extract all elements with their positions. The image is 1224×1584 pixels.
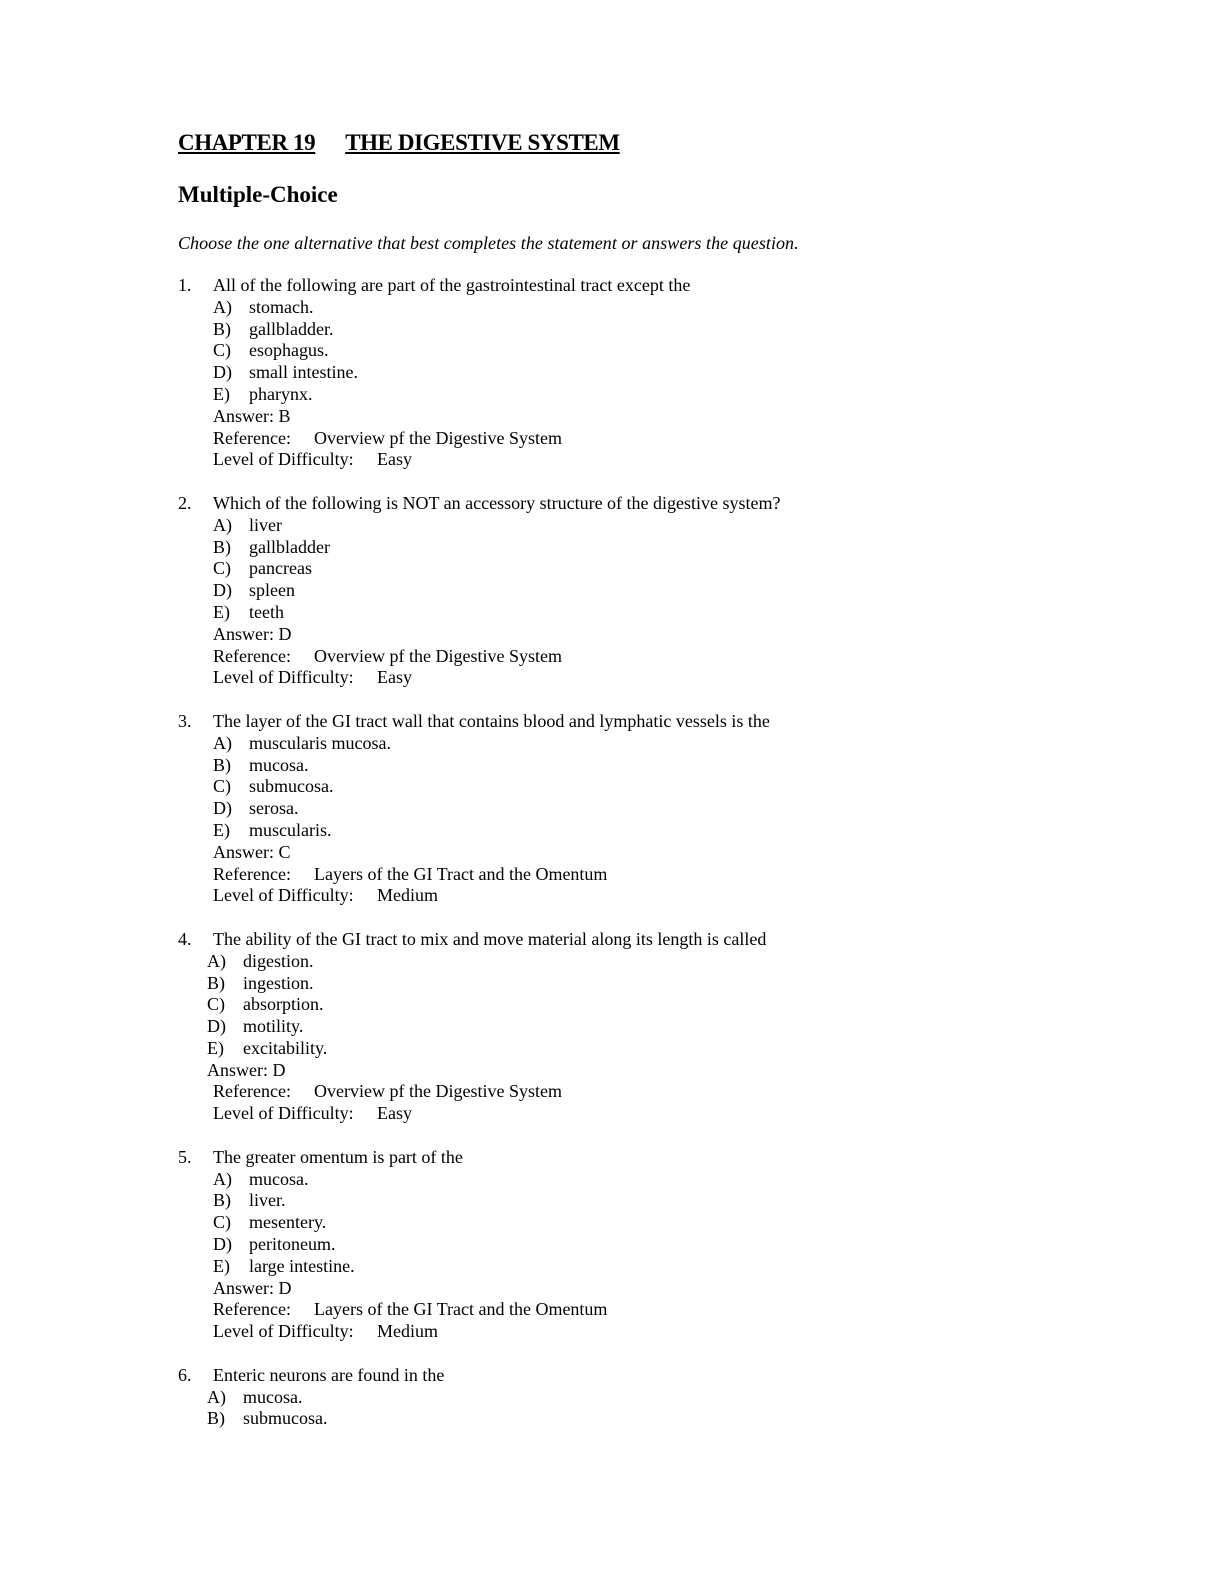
answer: Answer: D bbox=[207, 1059, 286, 1080]
option-b: B) gallbladder bbox=[213, 536, 330, 557]
option-b: B) gallbladder. bbox=[213, 318, 334, 339]
answer: Answer: D bbox=[213, 1277, 292, 1298]
difficulty-value: Medium bbox=[377, 1321, 438, 1342]
difficulty-value: Easy bbox=[377, 667, 412, 688]
reference-value: Overview pf the Digestive System bbox=[314, 1081, 562, 1102]
question-text: The greater omentum is part of the bbox=[213, 1146, 463, 1167]
option-e: E) large intestine. bbox=[213, 1255, 355, 1276]
question-number: 3. bbox=[178, 710, 192, 731]
answer-value: D bbox=[278, 623, 292, 644]
difficulty: Level of Difficulty: Medium bbox=[213, 885, 438, 906]
difficulty-value: Easy bbox=[377, 1103, 412, 1124]
question-number: 4. bbox=[178, 928, 192, 949]
difficulty: Level of Difficulty: Medium bbox=[213, 1321, 438, 1342]
answer-value: C bbox=[278, 841, 291, 862]
reference: Reference: Overview pf the Digestive System bbox=[213, 427, 562, 448]
option-d: D) peritoneum. bbox=[213, 1234, 336, 1255]
reference: Reference: Overview pf the Digestive System bbox=[213, 645, 562, 666]
option-a: A) mucosa. bbox=[213, 1168, 309, 1189]
answer: Answer: C bbox=[213, 841, 291, 862]
answer: Answer: D bbox=[213, 623, 292, 644]
difficulty: Level of Difficulty: Easy bbox=[213, 1103, 412, 1124]
question-number: 2. bbox=[178, 492, 192, 513]
chapter-name: THE DIGESTIVE SYSTEM bbox=[345, 130, 620, 155]
question-list bbox=[178, 275, 1078, 1452]
question-text: Enteric neurons are found in the bbox=[213, 1364, 445, 1385]
question-5 bbox=[178, 1147, 1078, 1343]
question-1 bbox=[178, 275, 1078, 471]
reference: Reference: Layers of the GI Tract and the Omentum bbox=[213, 1299, 608, 1320]
question-text: All of the following are part of the gastrointestinal tract except the bbox=[213, 275, 691, 295]
option-c: C) pancreas bbox=[213, 558, 312, 579]
question-text: The ability of the GI tract to mix and move material along its length is called bbox=[213, 928, 767, 949]
instructions: Choose the one alternative that best completes the statement or answers the question. bbox=[178, 233, 799, 253]
option-d: D) spleen bbox=[213, 580, 295, 601]
option-e: E) excitability. bbox=[207, 1037, 328, 1058]
option-a: A) digestion. bbox=[207, 950, 314, 971]
option-a: A) liver bbox=[213, 514, 282, 535]
answer-value: B bbox=[278, 405, 291, 426]
question-text: The layer of the GI tract wall that contains blood and lymphatic vessels is the bbox=[213, 710, 770, 731]
reference-value: Overview pf the Digestive System bbox=[314, 645, 562, 666]
difficulty: Level of Difficulty: Easy bbox=[213, 667, 412, 688]
reference: Reference: Overview pf the Digestive System bbox=[213, 1081, 562, 1102]
question-3 bbox=[178, 711, 1078, 907]
difficulty-value: Medium bbox=[377, 885, 438, 906]
answer-value: D bbox=[272, 1059, 286, 1080]
option-b: B) liver. bbox=[213, 1190, 286, 1211]
question-number: 1. bbox=[178, 275, 192, 295]
option-e: E) muscularis. bbox=[213, 819, 332, 840]
option-b: B) ingestion. bbox=[207, 972, 314, 993]
option-d: D) serosa. bbox=[213, 798, 299, 819]
reference: Reference: Layers of the GI Tract and the Omentum bbox=[213, 863, 608, 884]
chapter-title bbox=[178, 128, 620, 158]
question-text: Which of the following is NOT an accessory structure of the digestive system? bbox=[213, 492, 781, 513]
reference-value: Layers of the GI Tract and the Omentum bbox=[314, 1299, 608, 1320]
option-d: D) motility. bbox=[207, 1016, 304, 1037]
answer-value: D bbox=[278, 1277, 292, 1298]
chapter-number: CHAPTER 19 bbox=[178, 130, 316, 155]
option-c: C) submucosa. bbox=[213, 776, 334, 797]
option-b: B) submucosa. bbox=[207, 1408, 328, 1429]
option-b: B) mucosa. bbox=[213, 754, 309, 775]
answer: Answer: B bbox=[213, 405, 291, 426]
question-6 bbox=[178, 1365, 1078, 1430]
option-c: C) esophagus. bbox=[213, 340, 329, 361]
option-c: C) mesentery. bbox=[213, 1212, 327, 1233]
question-number: 6. bbox=[178, 1364, 192, 1385]
question-number: 5. bbox=[178, 1146, 192, 1167]
reference-value: Layers of the GI Tract and the Omentum bbox=[314, 863, 608, 884]
question-2 bbox=[178, 493, 1078, 689]
section-title: Multiple-Choice bbox=[178, 182, 338, 207]
option-e: E) teeth bbox=[213, 601, 284, 622]
option-e: E) pharynx. bbox=[213, 383, 313, 404]
reference-value: Overview pf the Digestive System bbox=[314, 427, 562, 448]
question-4 bbox=[178, 929, 1078, 1125]
difficulty: Level of Difficulty: Easy bbox=[213, 449, 412, 470]
option-a: A) muscularis mucosa. bbox=[213, 732, 391, 753]
option-d: D) small intestine. bbox=[213, 362, 358, 383]
option-c: C) absorption. bbox=[207, 994, 324, 1015]
difficulty-value: Easy bbox=[377, 449, 412, 470]
option-a: A) stomach. bbox=[213, 296, 314, 317]
option-a: A) mucosa. bbox=[207, 1386, 303, 1407]
